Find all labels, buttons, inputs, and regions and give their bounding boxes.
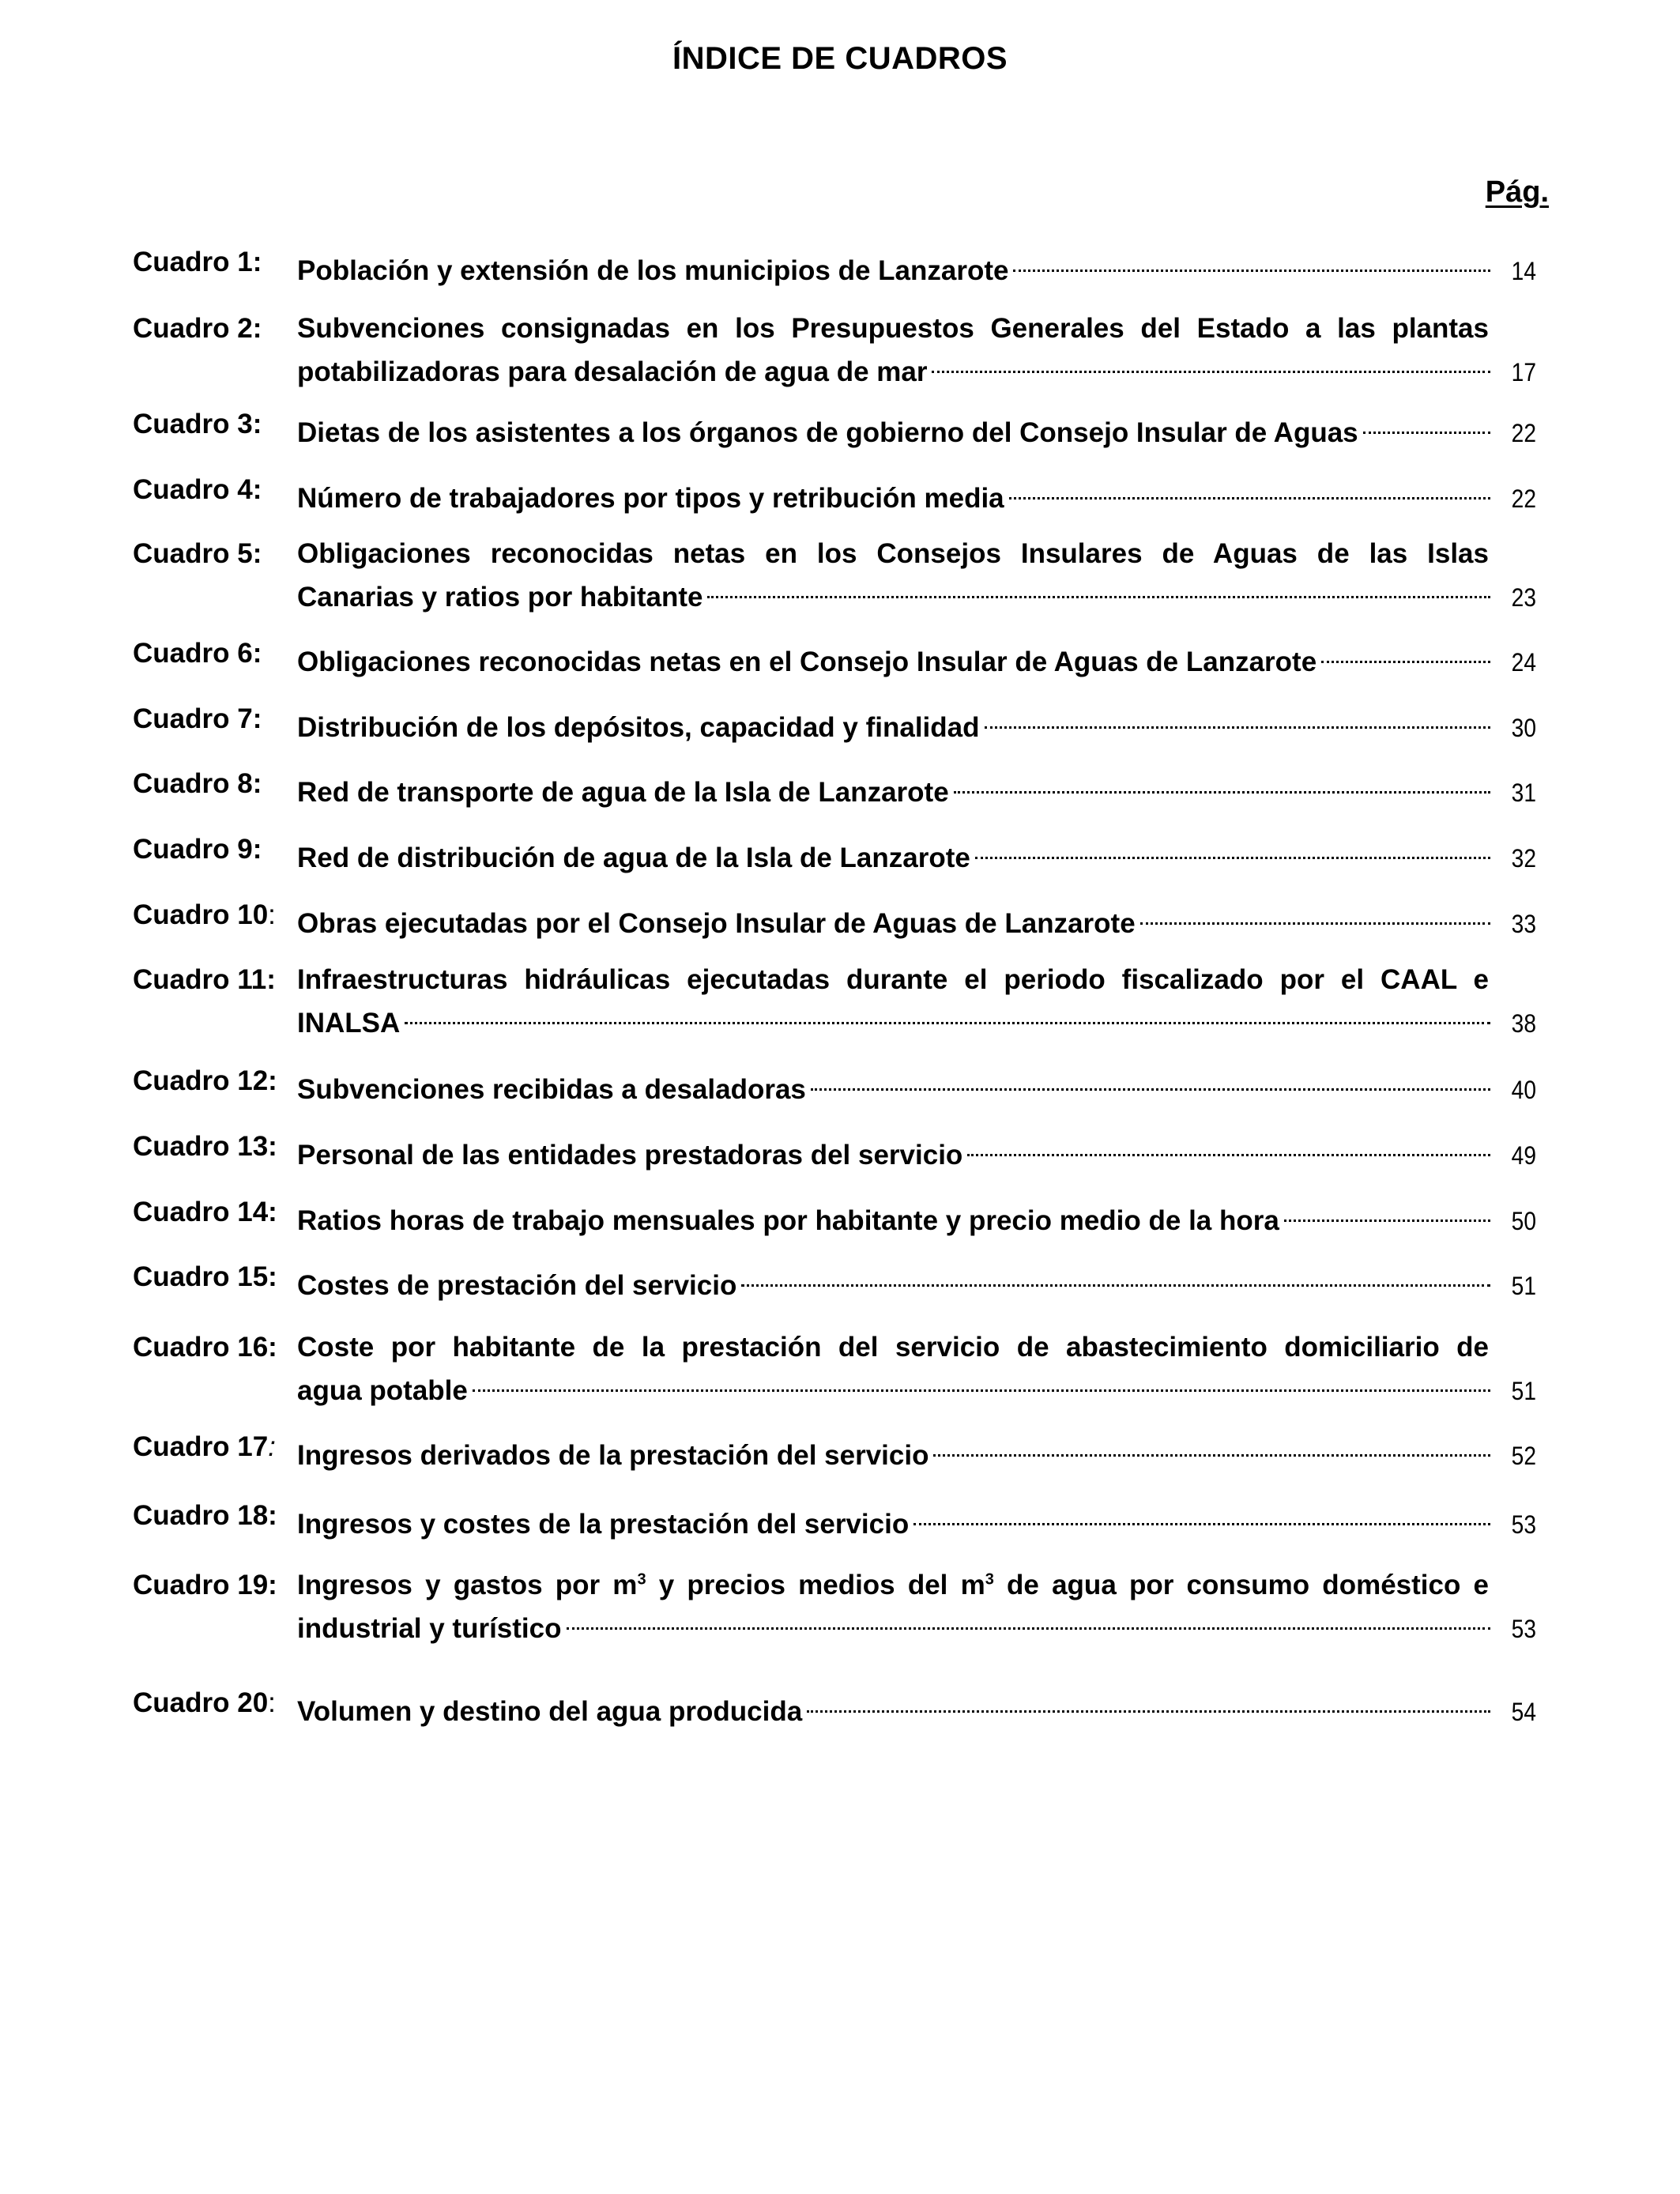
toc-entry-title-line: Coste por habitante de la prestación del servicio de abastecimiento domiciliario de: [297, 1332, 1489, 1363]
toc-entry-title-line: industrial y turístico 53: [297, 1603, 1536, 1638]
toc-entry-title: [297, 963, 1536, 1039]
toc-entry-title: [297, 245, 1536, 286]
toc-entry-title: [297, 1330, 1536, 1406]
toc-entry-label: Cuadro 10:: [133, 899, 276, 930]
toc-entry-title-line: Obras ejecutadas por el Consejo Insular de Aguas de Lanzarote 33: [297, 898, 1536, 933]
toc-page-number[interactable]: 14: [1511, 257, 1536, 285]
toc-page-number[interactable]: 22: [1511, 419, 1536, 447]
toc-entry-title-line: Personal de las entidades prestadoras del servicio 49: [297, 1129, 1536, 1164]
dot-leader: [975, 832, 1490, 867]
toc-entry-title: [297, 1260, 1536, 1301]
toc-entry-title-line: agua potable 51: [297, 1365, 1536, 1400]
toc-entry-title-line: Subvenciones recibidas a desaladoras 40: [297, 1064, 1536, 1099]
toc-page-number[interactable]: 31: [1511, 778, 1536, 807]
toc-entry-label: Cuadro 14:: [133, 1197, 277, 1227]
toc-entry-title-line: Red de distribución de agua de la Isla de Lanzarote 32: [297, 832, 1536, 867]
toc-entry-label: Cuadro 18:: [133, 1500, 277, 1531]
toc-page-number[interactable]: 22: [1511, 484, 1536, 513]
dot-leader: [741, 1260, 1490, 1295]
toc-entry-title-line: Infraestructuras hidráulicas ejecutadas durante el periodo fiscalizado por el CAAL e: [297, 964, 1489, 995]
toc-entry-title: [297, 1195, 1536, 1236]
dot-leader: [567, 1603, 1491, 1638]
toc-entry-title: [297, 702, 1536, 743]
toc-entry-title: [297, 1064, 1536, 1105]
dot-leader: [1013, 245, 1490, 280]
toc-entry-title: [297, 1129, 1536, 1171]
superscript-3: 3: [985, 1570, 994, 1589]
toc-entry-label: Cuadro 9:: [133, 834, 262, 865]
toc-entry-title-line: Ratios horas de trabajo mensuales por habitante y precio medio de la hora 50: [297, 1195, 1536, 1230]
toc-entry-title-line: Obligaciones reconocidas netas en el Consejo Insular de Aguas de Lanzarote 24: [297, 636, 1536, 671]
toc-page-number[interactable]: 40: [1511, 1076, 1536, 1104]
toc-entry-title-line: Canarias y ratios por habitante 23: [297, 571, 1536, 606]
dot-leader: [967, 1129, 1490, 1164]
toc-page-number[interactable]: 50: [1511, 1207, 1536, 1235]
toc-entry-title-line: Dietas de los asistentes a los órganos de gobierno del Consejo Insular de Aguas 22: [297, 407, 1536, 442]
toc-entry-title: [297, 636, 1536, 677]
toc-entry-title: [297, 537, 1536, 613]
dot-leader: [1140, 898, 1490, 933]
toc-entry-title-line: Obligaciones reconocidas netas en los Consejos Insulares de Aguas de las Islas: [297, 538, 1489, 569]
superscript-3: 3: [637, 1570, 646, 1589]
page-title: ÍNDICE DE CUADROS: [672, 41, 1008, 76]
toc-entry-label: Cuadro 19:: [133, 1570, 277, 1600]
toc-entry-title: [297, 898, 1536, 939]
toc-entry-label: Cuadro 20:: [133, 1687, 276, 1718]
toc-entry-title-line: potabilizadoras para desalación de agua de mar 17: [297, 346, 1536, 381]
toc-entry-title: [297, 1686, 1536, 1727]
toc-entry-label: Cuadro 12:: [133, 1065, 277, 1096]
toc-entry-label: Cuadro 3:: [133, 409, 262, 439]
toc-entry-title-line: Ingresos derivados de la prestación del servicio 52: [297, 1430, 1536, 1465]
toc-entry-title: [297, 473, 1536, 514]
toc-page-number[interactable]: 53: [1511, 1615, 1536, 1643]
dot-leader: [811, 1064, 1490, 1099]
toc-entry-label: Cuadro 1:: [133, 247, 262, 277]
toc-entry-label: Cuadro 15:: [133, 1261, 277, 1292]
toc-page-number[interactable]: 51: [1511, 1377, 1536, 1405]
toc-page-number[interactable]: 30: [1511, 714, 1536, 742]
dot-leader: [473, 1365, 1490, 1400]
toc-entry-title: [297, 1430, 1536, 1471]
toc-page-number[interactable]: 52: [1511, 1442, 1536, 1470]
toc-entry-label: Cuadro 17:: [133, 1431, 276, 1462]
toc-entry-title-line: Ingresos y gastos por $m^3$ y precios medios del $m^3$ de agua por consumo doméstico e: [297, 1570, 1490, 1600]
dot-leader: [954, 767, 1490, 801]
toc-entry-title-line: Subvenciones consignadas en los Presupuestos Generales del Estado a las plantas: [297, 313, 1489, 344]
toc-entry-title: [297, 832, 1536, 873]
dot-leader: [1321, 636, 1490, 671]
toc-page-number[interactable]: 23: [1511, 583, 1536, 612]
toc-entry-title-line: Costes de prestación del servicio 51: [297, 1260, 1536, 1295]
toc-entry-title-line: Ingresos y costes de la prestación del servicio 53: [297, 1498, 1536, 1533]
toc-page-number[interactable]: 53: [1511, 1510, 1536, 1539]
toc-entry-title-line: Población y extensión de los municipios de Lanzarote 14: [297, 245, 1536, 280]
toc-entry-label: Cuadro 5:: [133, 538, 262, 569]
page-column-header: Pág.: [1485, 175, 1549, 209]
toc-entry-label: Cuadro 4:: [133, 474, 262, 505]
dot-leader: [707, 571, 1490, 606]
toc-entry-title: [297, 1498, 1536, 1540]
toc-page-number[interactable]: 24: [1511, 648, 1536, 677]
toc-entry-title-line: Red de transporte de agua de la Isla de Lanzarote 31: [297, 767, 1536, 801]
toc-entry-label: Cuadro 11:: [133, 964, 276, 995]
toc-entry-title: [297, 1568, 1536, 1644]
toc-page-number[interactable]: 38: [1511, 1009, 1536, 1038]
toc-entry-title: [297, 767, 1536, 808]
toc-entry-label: Cuadro 13:: [133, 1131, 277, 1162]
dot-leader: [807, 1686, 1490, 1721]
toc-entry-title: [297, 311, 1536, 387]
toc-page-number[interactable]: 49: [1511, 1141, 1536, 1170]
toc-entry-label: Cuadro 7:: [133, 703, 262, 734]
dot-leader: [1363, 407, 1490, 442]
toc-entry-label: Cuadro 6:: [133, 638, 262, 669]
toc-entry-label: Cuadro 16:: [133, 1332, 277, 1363]
toc-entry-title-line: Volumen y destino del agua producida 54: [297, 1686, 1536, 1721]
toc-entry-title: [297, 407, 1536, 448]
toc-page-number[interactable]: 54: [1511, 1698, 1536, 1726]
dot-leader: [913, 1498, 1490, 1533]
toc-entry-label: Cuadro 2:: [133, 313, 262, 344]
dot-leader: [933, 1430, 1490, 1465]
toc-page-number[interactable]: 51: [1511, 1272, 1536, 1300]
toc-entry-title-line: INALSA 38: [297, 997, 1536, 1032]
dot-leader: [1009, 473, 1490, 507]
dot-leader: [405, 997, 1490, 1032]
toc-page-number[interactable]: 17: [1511, 358, 1536, 386]
toc-page-number[interactable]: 32: [1511, 844, 1536, 873]
dot-leader: [932, 346, 1490, 381]
toc-entry-label: Cuadro 8:: [133, 768, 262, 799]
toc-entry-title-line: Número de trabajadores por tipos y retribución media 22: [297, 473, 1536, 507]
dot-leader: [1284, 1195, 1490, 1230]
dot-leader: [985, 702, 1491, 737]
toc-page-number[interactable]: 33: [1511, 910, 1536, 938]
toc-entry-title-line: Distribución de los depósitos, capacidad y finalidad 30: [297, 702, 1536, 737]
